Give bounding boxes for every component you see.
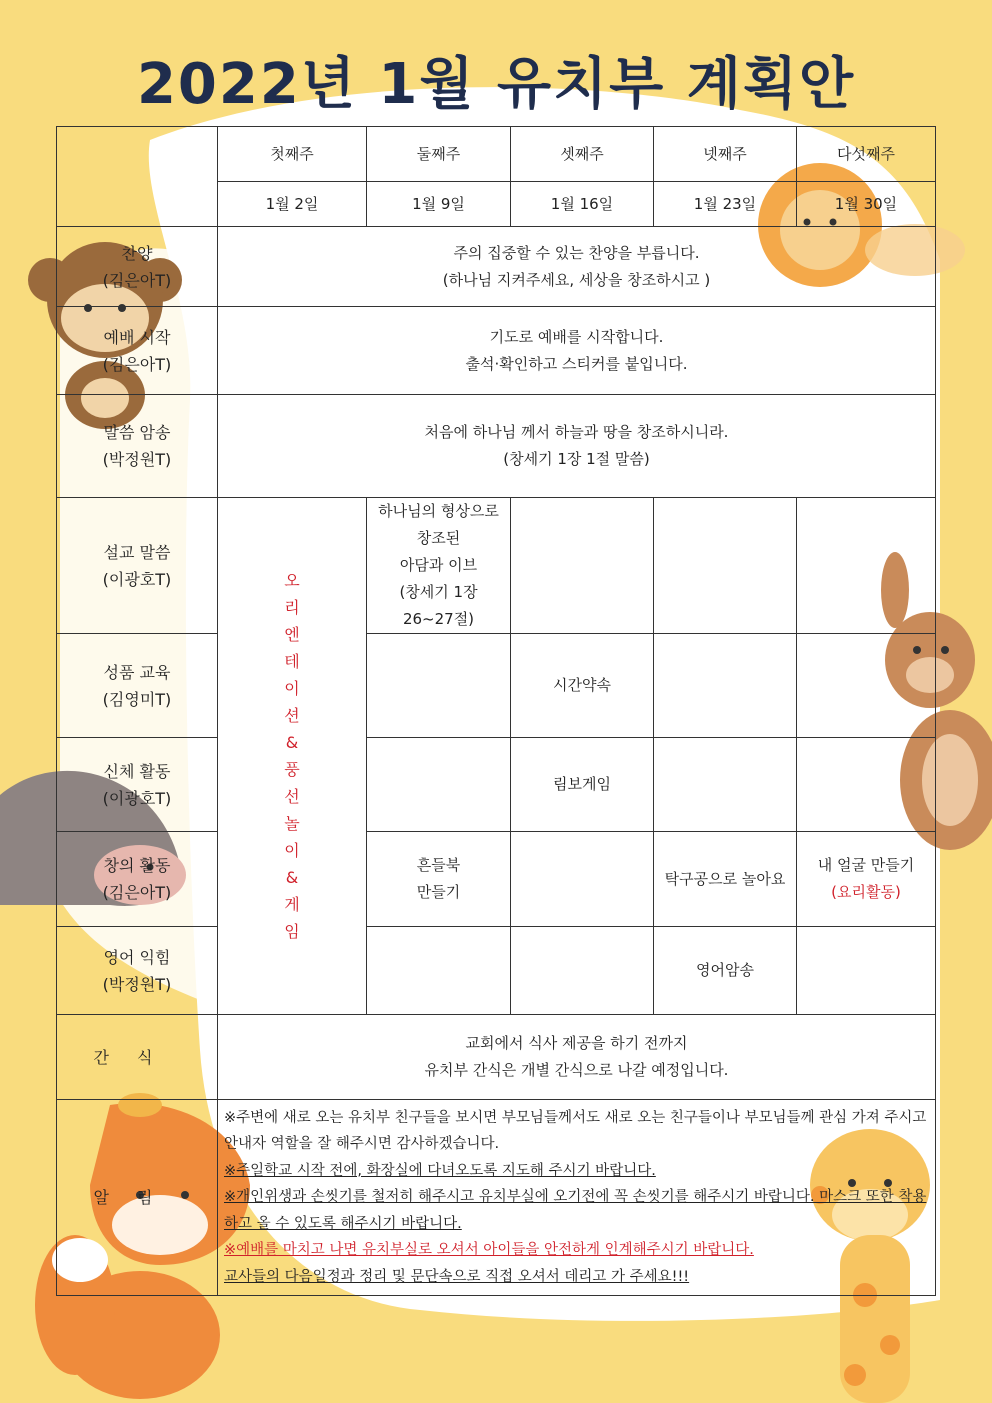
empty-cell xyxy=(654,498,797,634)
table-row xyxy=(57,832,936,927)
row-label-notice: 알림 xyxy=(57,1100,218,1296)
english-week4: 영어암송 xyxy=(654,927,797,1015)
worship-content: 기도로 예배를 시작합니다. 출석·확인하고 스티커를 붙입니다. xyxy=(218,307,936,395)
character-week3: 시간약속 xyxy=(511,634,654,738)
empty-cell xyxy=(654,738,797,832)
table-row xyxy=(57,927,936,1015)
row-label-sermon: 설교 말씀 (이광호T) xyxy=(57,498,218,634)
week-header: 넷째주 xyxy=(654,127,797,182)
week-header: 둘째주 xyxy=(367,127,511,182)
verse-content: 처음에 하나님 께서 하늘과 땅을 창조하시니라. (창세기 1장 1절 말씀) xyxy=(218,395,936,498)
empty-cell xyxy=(797,498,936,634)
row-label-snack: 간식 xyxy=(57,1015,218,1100)
creative-week4: 탁구공으로 놀아요 xyxy=(654,832,797,927)
row-label-creative: 창의 활동 (김은아T) xyxy=(57,832,218,927)
empty-cell xyxy=(797,927,936,1015)
corner-cell xyxy=(57,127,218,227)
empty-cell xyxy=(797,634,936,738)
date-cell: 1월 9일 xyxy=(367,182,511,227)
table-row xyxy=(57,227,936,307)
empty-cell xyxy=(654,634,797,738)
notice-line: ※주변에 새로 오는 유치부 친구들을 보시면 부모님들께서도 새로 오는 친구들이나 부모님들께 관심 가져 주시고 안내자 역할을 잘 해주시면 감사하겠습니다. xyxy=(224,1109,927,1153)
notice-line: ※예배를 마치고 나면 유치부실로 오셔서 아이들을 안전하게 인계해주시기 바랍니다. xyxy=(224,1242,754,1259)
row-label-worship: 예배 시작 (김은아T) xyxy=(57,307,218,395)
table-row xyxy=(57,634,936,738)
plan-table xyxy=(56,126,936,1296)
creative-week2: 흔들북 만들기 xyxy=(367,832,511,927)
physical-week3: 림보게임 xyxy=(511,738,654,832)
table-header-row xyxy=(57,127,936,182)
table-row xyxy=(57,1015,936,1100)
praise-content: 주의 집중할 수 있는 찬양을 부릅니다. (하나님 지켜주세요, 세상을 창조하시고 ) xyxy=(218,227,936,307)
notice-content xyxy=(218,1100,936,1296)
date-cell: 1월 16일 xyxy=(511,182,654,227)
empty-cell xyxy=(511,927,654,1015)
table-row xyxy=(57,1100,936,1296)
week-header: 첫째주 xyxy=(218,127,367,182)
table-row xyxy=(57,498,936,634)
row-label-physical: 신체 활동 (이광호T) xyxy=(57,738,218,832)
week1-orientation-cell: 오 리 엔 테 이 션 & 풍 선 놀 이 & 게 임 xyxy=(218,498,367,1015)
table-row xyxy=(57,738,936,832)
empty-cell xyxy=(797,738,936,832)
creative-week5: 내 얼굴 만들기 (요리활동) xyxy=(797,832,936,927)
row-label-verse: 말씀 암송 (박정원T) xyxy=(57,395,218,498)
empty-cell xyxy=(367,634,511,738)
table-row xyxy=(57,307,936,395)
snack-content: 교회에서 식사 제공을 하기 전까지 유치부 간식은 개별 간식으로 나갈 예정입니다. xyxy=(218,1015,936,1100)
page-title: 2022년 1월 유치부 계획안 xyxy=(136,52,856,117)
row-label-english: 영어 익힘 (박정원T) xyxy=(57,927,218,1015)
date-cell: 1월 2일 xyxy=(218,182,367,227)
date-cell: 1월 23일 xyxy=(654,182,797,227)
empty-cell xyxy=(367,738,511,832)
sermon-week2: 하나님의 형상으로 창조된 아담과 이브 (창세기 1장 26~27절) xyxy=(367,498,511,634)
row-label-praise: 찬양 (김은아T) xyxy=(57,227,218,307)
empty-cell xyxy=(511,498,654,634)
week-header: 다섯째주 xyxy=(797,127,936,182)
empty-cell xyxy=(367,927,511,1015)
table-row xyxy=(57,395,936,498)
notice-line: ※개인위생과 손씻기를 철저히 해주시고 유치부실에 오기전에 꼭 손씻기를 해주시기 바랍니다. 마스크 또한 착용하고 올 수 있도록 해주시기 바랍니다. xyxy=(224,1189,927,1232)
notice-line: 교사들의 다음일정과 정리 및 문단속으로 직접 오셔서 데리고 가 주세요!!! xyxy=(224,1268,690,1285)
date-cell: 1월 30일 xyxy=(797,182,936,227)
week-header: 셋째주 xyxy=(511,127,654,182)
row-label-character: 성품 교육 (김영미T) xyxy=(57,634,218,738)
empty-cell xyxy=(511,832,654,927)
notice-line: ※주일학교 시작 전에, 화장실에 다녀오도록 지도해 주시기 바랍니다. xyxy=(224,1162,656,1179)
